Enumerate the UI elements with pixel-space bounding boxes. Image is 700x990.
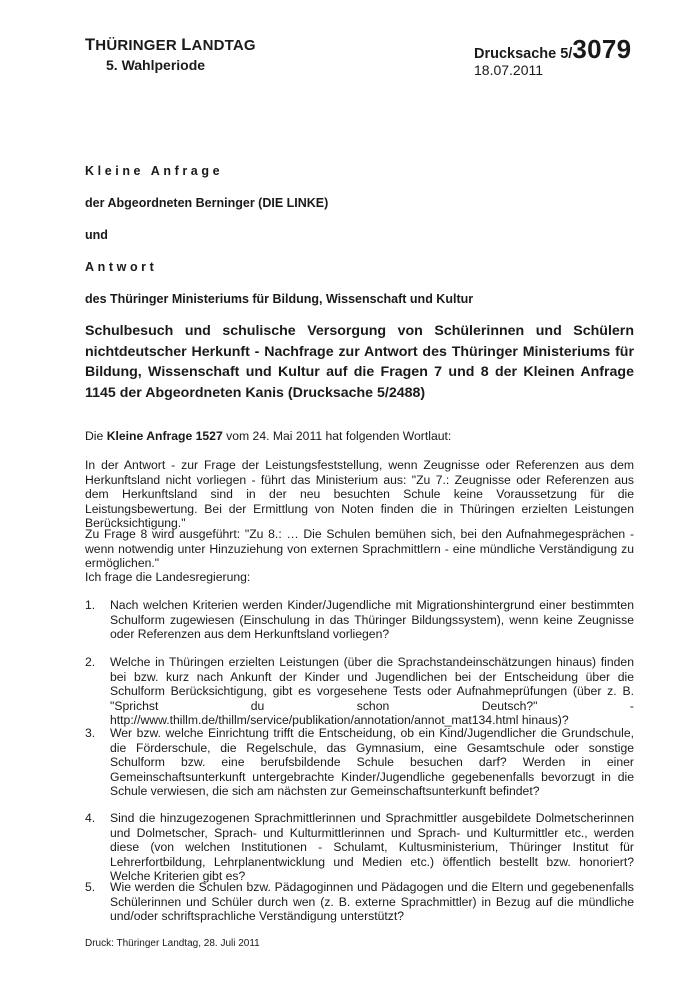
question-number: 4. <box>85 811 96 825</box>
question-text: Sind die hinzugezogenen Sprachmittlerinnen und Sprachmittler ausgebildete Dolmetscherinnen und Dolmetscher, Sprach- und Kulturmittlerinnen und Sprach- und Kulturmittler etc., werden diese (von welchen Institutionen - Schulamt, Kultusministerium, Thüringer Institut für Lehrerfortbildung, Lehrplanentwicklung und Medien etc.) öffentlich bestellt bzw. honoriert? Welche Kriterien gibt es? <box>110 811 634 883</box>
answer-label: Antwort <box>85 260 158 274</box>
print-number: 3079 <box>572 34 632 64</box>
inquiry-author: der Abgeordneten Berninger (DIE LINKE) <box>85 196 329 210</box>
inquiry-reference: Kleine Anfrage 1527 <box>106 429 223 443</box>
question-number: 1. <box>85 598 96 612</box>
question-text: Wer bzw. welche Einrichtung trifft die Entscheidung, ob ein Kind/Jugendlicher die Grundschule, die Förderschule, die Regelschule, das Gymnasium, eine Gesamtschule oder sonstige Schulform bzw. eine berufsbildende Schule besuchen darf? Werden in einer Gemeinschaftsunterkunft untergebrachte Kinder/Jugendliche gegebenenfalls bevorzugt in die Schule verwiesen, die sich am nächsten zur Gemeinschaftsunterkunft befindet? <box>110 726 634 798</box>
parliament-name: THÜRINGER LANDTAG <box>85 36 256 54</box>
question-text: Nach welchen Kriterien werden Kinder/Jugendliche mit Migrationshintergrund einer bestimmten Schulform zugewiesen (Einschulung in das Thüringer Bildungssystem), wenn keine Zeugnisse oder Referenzen aus dem Herkunftsland vorliegen? <box>110 598 634 641</box>
document-title: Schulbesuch und schulische Versorgung von Schülerinnen und Schülern nichtdeutscher Herkunft - Nachfrage zur Antwort des Thüringer Ministeriums für Bildung, Wissenschaft und Kultur auf die Fragen 7 und 8 der Kleinen Anfrage 1145 der Abgeordneten Kanis (Drucksache 5/2488) <box>85 323 634 401</box>
question-item <box>85 726 634 799</box>
paragraph: Zu Frage 8 wird ausgeführt: "Zu 8.: … Die Schulen bemühen sich, bei den Aufnahmegesprächen - wenn notwendig unter Hinzuziehung von externen Sprachmittlern - eine mündliche Verständigung zu ermöglichen." <box>85 527 634 570</box>
question-text: Wie werden die Schulen bzw. Pädagoginnen und Pädagogen und die Eltern und gegebenenfalls Schülerinnen und Schüler durch wen (z. B. externe Sprachmittler) in Bezug auf die mündliche und/oder schriftsprachliche Verständigung unterstützt? <box>110 880 634 923</box>
electoral-period: 5. Wahlperiode <box>106 57 206 73</box>
document-date: 18.07.2011 <box>474 62 544 78</box>
print-footer: Druck: Thüringer Landtag, 28. Juli 2011 <box>85 938 260 949</box>
inquiry-type: Kleine Anfrage <box>85 164 224 178</box>
answer-ministry: des Thüringer Ministeriums für Bildung, Wissenschaft und Kultur <box>85 292 474 306</box>
question-number: 5. <box>85 880 96 894</box>
question-item <box>85 598 634 642</box>
question-number: 2. <box>85 655 96 669</box>
print-reference <box>474 34 631 65</box>
question-item <box>85 811 634 884</box>
question-text: Welche in Thüringen erzielten Leistungen (über die Sprachstandeinschätzungen hinaus) finden bei bzw. kurz nach Ankunft der Kinder und Jugendlichen bei der Entscheidung über die Schulform Berücksichtigung, gibt es vorgesehene Tests oder Aufnahmeprüfungen (über z. B. "Sprichst du schon Deutsch?" - http://www.thillm.de/thillm/service/publikation/annotation/annot_mat134.html hinaus)? <box>110 655 634 727</box>
question-item <box>85 880 634 924</box>
question-number: 3. <box>85 726 96 740</box>
paragraph: In der Antwort - zur Frage der Leistungsfeststellung, wenn Zeugnisse oder Referenzen aus dem Herkunftsland nicht vorliegen - führt das Ministerium aus: "Zu 7.: Zeugnisse oder Referenzen aus dem Herkunftsland sind in der neu besuchten Schule keine Voraussetzung für die Leistungsbewertung. Bei der Ermittlung von Noten finden die in Thüringen erzielten Leistungen Berücksichtigung." <box>85 458 634 530</box>
print-label: Drucksache 5/ <box>474 46 573 62</box>
intro-line: Die Kleine Anfrage 1527 vom 24. Mai 2011 hat folgenden Wortlaut: <box>85 429 452 443</box>
document-header-right <box>474 34 631 78</box>
and-label: und <box>85 228 108 242</box>
question-item <box>85 655 634 728</box>
document-header-left <box>85 36 256 73</box>
paragraph: Ich frage die Landesregierung: <box>85 570 251 584</box>
